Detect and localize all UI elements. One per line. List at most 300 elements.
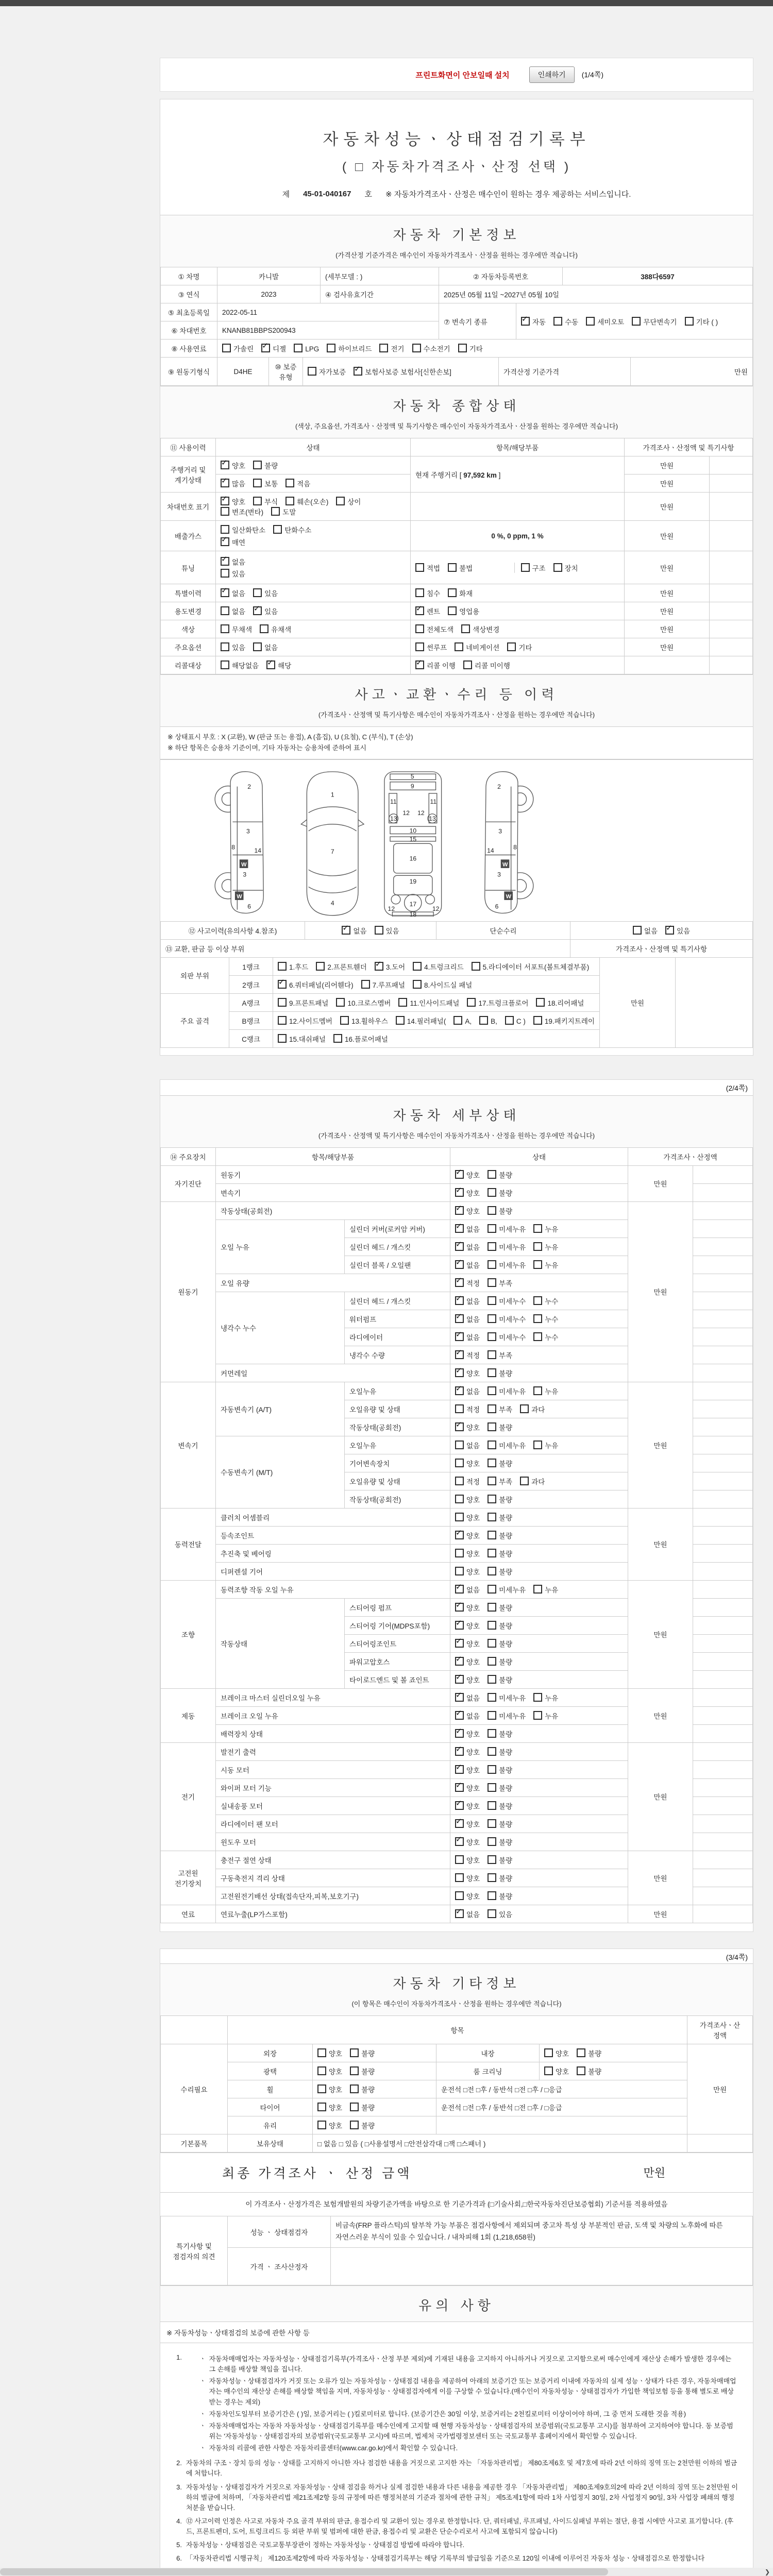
check-option (455, 1909, 480, 1919)
checkbox-label: 양호 (329, 2104, 343, 2112)
tuning-state (216, 551, 411, 584)
checkbox-누유[interactable] (533, 1224, 542, 1233)
horizontal-scrollbar[interactable] (0, 2568, 773, 2576)
checkbox-썬루프[interactable] (415, 642, 424, 651)
checkbox-양호[interactable] (455, 1549, 464, 1557)
checkbox-불량[interactable] (350, 2103, 359, 2111)
checkbox-불량[interactable] (577, 2066, 585, 2075)
checkbox-불량[interactable] (488, 1603, 496, 1612)
checkbox-적정[interactable] (455, 1350, 464, 1359)
rank-price-unit: 만원 (600, 957, 676, 1047)
checkbox-훼손(오손)[interactable] (285, 497, 294, 505)
check-option (261, 343, 286, 353)
checkbox-양호[interactable] (455, 1783, 464, 1792)
tuning-label: 튜닝 (161, 551, 216, 584)
item-label: 등속조인트 (216, 1526, 450, 1544)
checkbox-양호[interactable] (544, 2066, 553, 2075)
checkbox-없음[interactable] (455, 1296, 464, 1305)
checkbox-3.도어[interactable] (375, 962, 383, 971)
checkbox-label: 디젤 (273, 345, 287, 353)
checkbox-자가보증[interactable] (308, 367, 316, 376)
checkbox-양호[interactable] (455, 1837, 464, 1846)
glass-label: 유리 (228, 2116, 313, 2134)
checkbox-불량[interactable] (488, 1837, 496, 1846)
checkbox-리콜 미이행[interactable] (463, 660, 472, 669)
checkbox-9.프론트패널[interactable] (278, 998, 287, 1007)
room-cleaning-label: 룸 크리닝 (436, 2062, 540, 2080)
checkbox-부족[interactable] (488, 1404, 496, 1413)
checkbox-label: 렌트 (427, 608, 441, 616)
checkbox-누유[interactable] (533, 1693, 542, 1702)
checkbox-적정[interactable] (455, 1404, 464, 1413)
svg-text:7: 7 (330, 848, 334, 855)
checkbox-해당없음[interactable] (221, 660, 229, 669)
checkbox-label: 있음 (499, 1910, 513, 1919)
checkbox-없음[interactable] (455, 1909, 464, 1918)
checkbox-누유[interactable] (533, 1440, 542, 1449)
checkbox-불량[interactable] (488, 1747, 496, 1756)
checkbox-불량[interactable] (350, 2048, 359, 2057)
checkbox-LPG[interactable] (294, 344, 303, 352)
checkbox-누유[interactable] (533, 1260, 542, 1269)
checkbox-미세누유[interactable] (488, 1224, 496, 1233)
checkbox-불량[interactable] (488, 1170, 496, 1179)
check-option (415, 563, 440, 573)
checkbox-양호[interactable] (455, 1621, 464, 1630)
checkbox-많음[interactable] (221, 479, 229, 487)
checkbox-적법[interactable] (415, 563, 424, 572)
state-options (450, 1472, 628, 1490)
checkbox-부족[interactable] (488, 1278, 496, 1287)
checkbox-불량[interactable] (488, 1567, 496, 1575)
emission-state-row2 (221, 537, 406, 547)
checkbox-15.대쉬패널[interactable] (278, 1034, 287, 1043)
checkbox-누수[interactable] (533, 1314, 542, 1323)
state-options (450, 1652, 628, 1670)
checkbox-부족[interactable] (488, 1477, 496, 1485)
checkbox-A,[interactable] (453, 1016, 462, 1025)
checkbox-불량[interactable] (488, 1495, 496, 1503)
checkbox-누유[interactable] (533, 1386, 542, 1395)
check-option (375, 961, 405, 972)
checkbox-화재[interactable] (448, 588, 457, 597)
checkbox-label: 양호 (466, 1820, 480, 1828)
check-option (455, 1350, 480, 1360)
state-options (450, 1454, 628, 1472)
checkbox-유채색[interactable] (260, 624, 268, 633)
checkbox-양호[interactable] (455, 1657, 464, 1666)
checkbox-양호[interactable] (455, 1422, 464, 1431)
item-label: 오일누유 (345, 1382, 450, 1400)
checkbox-label: 불량 (499, 1207, 513, 1215)
caution-body (186, 2553, 740, 2564)
checkbox-없음[interactable] (342, 926, 350, 935)
checkbox-누수[interactable] (533, 1296, 542, 1305)
checkbox-있음[interactable] (488, 1909, 496, 1918)
caution-bullet (199, 2421, 740, 2442)
checkbox-양호[interactable] (455, 1729, 464, 1738)
sub-group-label: 수동변속기 (M/T) (216, 1436, 345, 1508)
checkbox-일산화탄소[interactable] (221, 525, 229, 534)
checkbox-미세누수[interactable] (488, 1332, 496, 1341)
special-notes-label: 특기사항 및 점검자의 의견 (161, 2216, 228, 2285)
checkbox-미세누유[interactable] (488, 1386, 496, 1395)
checkbox-구조[interactable] (521, 563, 530, 572)
checkbox-불량[interactable] (488, 1513, 496, 1521)
state-options (450, 1869, 628, 1887)
sheet-2 (160, 1079, 753, 1932)
checkbox-양호[interactable] (544, 2048, 553, 2057)
checkbox-불량[interactable] (488, 1459, 496, 1467)
checkbox-적음[interactable] (285, 479, 294, 487)
price-unit: 만원 (625, 638, 710, 656)
svg-text:14: 14 (254, 846, 262, 854)
checkbox-불법[interactable] (448, 563, 457, 572)
checkbox-19.패키지트레이[interactable] (533, 1016, 542, 1025)
checkbox-불량[interactable] (488, 1621, 496, 1630)
checkbox-B,[interactable] (479, 1016, 488, 1025)
checkbox-불량[interactable] (488, 1675, 496, 1684)
checkbox-양호[interactable] (455, 1368, 464, 1377)
caution-number: 4. (176, 2517, 182, 2526)
checkbox-label: 리콜 이행 (427, 662, 456, 670)
repair-need-label: 수리필요 (161, 2044, 228, 2134)
scroll-right-arrow[interactable]: ❯ (764, 2568, 770, 2575)
checkbox-label: 없음 (466, 1387, 480, 1396)
checkbox-양호[interactable] (221, 497, 229, 505)
checkbox-불량[interactable] (488, 1657, 496, 1666)
checkbox-세미오토[interactable] (586, 317, 595, 326)
checkbox-색상변경[interactable] (461, 624, 470, 633)
checkbox-불량[interactable] (488, 1206, 496, 1215)
checkbox-장치[interactable] (553, 563, 562, 572)
checkbox-양호[interactable] (455, 1188, 464, 1197)
check-option (488, 1584, 526, 1595)
checkbox-양호[interactable] (455, 1747, 464, 1756)
bullet-text: 자동차매매업자는 자동차 자동차성능ㆍ상태점검기록부를 매수인에게 고지할 때 현행 자동차성능ㆍ상태점검자의 보증범위(국토교통부 고시)를 첨부하여 고지하여야 합니다. 동 보증범위는 '자동차성능ㆍ상태점검자의 보증범위'(국토교통부 고시)에 따르며, 법제처 국가법령정보센터 또는 국토교통부 홈페이지에서 확인할 수 있습니다. (209, 2421, 733, 2441)
checkbox-양호[interactable] (221, 461, 229, 469)
checkbox-양호[interactable] (455, 1801, 464, 1810)
check-option (488, 1296, 526, 1306)
checkbox-없음[interactable] (253, 642, 262, 651)
checkbox-미세누유[interactable] (488, 1242, 496, 1251)
check-option (455, 1206, 480, 1216)
checkbox-없음[interactable] (455, 1314, 464, 1323)
checkbox-없음[interactable] (455, 1332, 464, 1341)
checkbox-불량[interactable] (488, 1188, 496, 1197)
bullet-dot-icon: ㆍ (199, 2410, 206, 2418)
scrollbar-thumb[interactable] (0, 2568, 608, 2575)
checkbox-불량[interactable] (488, 1891, 496, 1900)
checkbox-1.후드[interactable] (278, 962, 287, 971)
checkbox-2.프론트휀더[interactable] (316, 962, 325, 971)
checkbox-7.루프패널[interactable] (361, 980, 370, 989)
checkbox-해당[interactable] (266, 660, 275, 669)
check-option (488, 1819, 512, 1829)
check-option (455, 1566, 480, 1577)
checkbox-가솔린[interactable] (222, 344, 231, 352)
check-option (488, 1386, 526, 1396)
section-accident (160, 674, 753, 727)
checkbox-없음[interactable] (455, 1693, 464, 1702)
checkbox-보험사보증 보험사[신한손보][interactable] (354, 367, 362, 376)
checkbox-8.사이드실 패널[interactable] (413, 980, 422, 989)
caution-item (169, 2553, 740, 2564)
check-option (488, 1728, 512, 1739)
checkbox-있음[interactable] (253, 606, 262, 615)
checkbox-무단변속기[interactable] (632, 317, 641, 326)
checkbox-양호[interactable] (455, 1873, 464, 1882)
price-blank (710, 493, 753, 521)
checkbox-있음[interactable] (221, 569, 229, 578)
checkbox-변조(변타)[interactable] (221, 507, 229, 516)
checkbox-label: 없음 (353, 927, 367, 935)
checkbox-양호[interactable] (455, 1170, 464, 1179)
checkbox-label: 10.크로스멤버 (347, 999, 391, 1007)
checkbox-12.사이드멤버[interactable] (278, 1016, 287, 1025)
checkbox-없음[interactable] (633, 926, 642, 935)
recall-state (216, 656, 411, 674)
detail-row (161, 1851, 753, 1869)
checkbox-없음[interactable] (455, 1224, 464, 1233)
checkbox-렌트[interactable] (415, 606, 424, 615)
checkbox-기타 ( )[interactable] (685, 317, 694, 326)
checkbox-기타[interactable] (507, 642, 516, 651)
check-option (488, 1783, 512, 1793)
checkbox-디젤[interactable] (261, 344, 270, 352)
checkbox-미세누수[interactable] (488, 1296, 496, 1305)
checkbox-양호[interactable] (317, 2084, 326, 2093)
checkbox-10.크로스멤버[interactable] (336, 998, 345, 1007)
checkbox-과다[interactable] (520, 1404, 529, 1413)
checkbox-있음[interactable] (221, 642, 229, 651)
checkbox-누수[interactable] (533, 1332, 542, 1341)
checkbox-없음[interactable] (455, 1711, 464, 1720)
state-options (450, 1760, 628, 1778)
checkbox-불량[interactable] (488, 1729, 496, 1738)
checkbox-미세누유[interactable] (488, 1693, 496, 1702)
checkbox-label: 양호 (329, 2049, 343, 2058)
check-option (317, 2084, 342, 2094)
checkbox-불량[interactable] (488, 1873, 496, 1882)
check-option (685, 316, 718, 327)
checkbox-없음[interactable] (221, 557, 229, 566)
checkbox-양호[interactable] (455, 1495, 464, 1503)
check-option (488, 1512, 512, 1522)
price-blank (693, 1508, 753, 1526)
checkbox-양호[interactable] (317, 2103, 326, 2111)
checkbox-C )[interactable] (505, 1016, 514, 1025)
item-label: 추진축 및 베어링 (216, 1544, 450, 1562)
price-blank (693, 1652, 753, 1670)
check-option (285, 478, 310, 488)
checkbox-불량[interactable] (488, 1549, 496, 1557)
checkbox-불량[interactable] (488, 1783, 496, 1792)
checkbox-불량[interactable] (488, 1801, 496, 1810)
checkbox-불량[interactable] (350, 2066, 359, 2075)
device-group-label: 전기 (161, 1742, 216, 1851)
sheet-1 (160, 99, 753, 1056)
checkbox-6.쿼터패널(리어휀다)[interactable] (278, 980, 287, 989)
checkbox-상이[interactable] (336, 497, 345, 505)
checkbox-없음[interactable] (455, 1440, 464, 1449)
checkbox-전체도색[interactable] (415, 624, 424, 633)
checkbox-누유[interactable] (533, 1585, 542, 1594)
checkbox-불량[interactable] (488, 1819, 496, 1828)
checkbox-없음[interactable] (221, 588, 229, 597)
checkbox-있음[interactable] (665, 926, 674, 935)
checkbox-없음[interactable] (455, 1260, 464, 1269)
check-option (455, 1458, 480, 1468)
price-blank (693, 1346, 753, 1364)
car-damage-diagram (160, 759, 753, 922)
checkbox-없음[interactable] (221, 606, 229, 615)
checkbox-양호[interactable] (317, 2121, 326, 2129)
checkbox-5.라디에이터 서포트(볼트체결부품)[interactable] (472, 962, 480, 971)
checkbox-리콜 이행[interactable] (415, 660, 424, 669)
checkbox-미세누유[interactable] (488, 1440, 496, 1449)
checkbox-도말[interactable] (271, 507, 280, 516)
price-blank (693, 1580, 753, 1598)
svg-text:16: 16 (409, 855, 417, 862)
price-blank (693, 1742, 753, 1760)
checkbox-label: 장치 (564, 564, 578, 572)
checkbox-불량[interactable] (350, 2084, 359, 2093)
checkbox-양호[interactable] (455, 1206, 464, 1215)
checkbox-양호[interactable] (455, 1819, 464, 1828)
bullet-text: 자동차인도일부터 보증기간은 ( )일, 보증거리는 ( )킬로미터로 합니다. (보증기간은 30일 이상, 보증거리는 2천킬로미터 이상이어야 하며, 그 중 먼저 도래한 것을 적용) (209, 2410, 686, 2418)
checkbox-18.리어패널[interactable] (536, 998, 545, 1007)
checkbox-전기[interactable] (379, 344, 388, 352)
checkbox-label: 불량 (588, 2049, 602, 2058)
checkbox-양호[interactable] (455, 1531, 464, 1539)
price-blank (693, 1238, 753, 1256)
checkbox-불량[interactable] (253, 461, 262, 469)
checkbox-14.필러패널([interactable] (396, 1016, 405, 1025)
checkbox-양호[interactable] (455, 1675, 464, 1684)
checkbox-누유[interactable] (533, 1242, 542, 1251)
checkbox-적정[interactable] (455, 1477, 464, 1485)
checkbox-양호[interactable] (317, 2066, 326, 2075)
print-button[interactable]: 인쇄하기 (529, 66, 575, 83)
checkbox-불량[interactable] (488, 1639, 496, 1648)
check-option (455, 1710, 480, 1721)
checkbox-양호[interactable] (455, 1855, 464, 1864)
checkbox-17.트렁크플로어[interactable] (467, 998, 476, 1007)
checkbox-불량[interactable] (350, 2121, 359, 2129)
checkbox-불량[interactable] (577, 2048, 585, 2057)
check-option (488, 1332, 526, 1342)
checkbox-미세누유[interactable] (488, 1711, 496, 1720)
checkbox-양호[interactable] (455, 1765, 464, 1774)
checkbox-양호[interactable] (455, 1603, 464, 1612)
checkbox-무채색[interactable] (221, 624, 229, 633)
check-option (553, 563, 578, 573)
checkbox-16.플로어패널[interactable] (333, 1034, 342, 1043)
checkbox-자동[interactable] (521, 317, 530, 326)
checkbox-13.휠하우스[interactable] (340, 1016, 349, 1025)
check-option (271, 506, 296, 517)
check-option (413, 961, 463, 972)
checkbox-불량[interactable] (488, 1855, 496, 1864)
rank2-items (273, 975, 600, 993)
checkbox-없음[interactable] (455, 1386, 464, 1395)
special-history-item (411, 584, 625, 602)
checkbox-하이브리드[interactable] (327, 344, 335, 352)
checkbox-보통[interactable] (253, 479, 262, 487)
caution-number: 1. (176, 2353, 182, 2362)
price-blank (693, 1598, 753, 1616)
checkbox-있음[interactable] (375, 926, 383, 935)
checkbox-불량[interactable] (488, 1765, 496, 1774)
caution-item (169, 2540, 740, 2550)
checkbox-양호[interactable] (455, 1639, 464, 1648)
price-unit: 만원 (625, 620, 710, 638)
comp-header-use: ⑪ 사용이력 (161, 438, 216, 456)
checkbox-수동[interactable] (553, 317, 562, 326)
checkbox-양호[interactable] (455, 1459, 464, 1467)
checkbox-탄화수소[interactable] (273, 525, 282, 534)
check-option (350, 2048, 375, 2058)
checkbox-양호[interactable] (455, 1513, 464, 1521)
check-option (488, 1909, 512, 1919)
vinmark-state (216, 493, 411, 521)
checkbox-label: 가솔린 (233, 345, 254, 353)
checkbox-label: 없음 (466, 1297, 480, 1306)
checkbox-누유[interactable] (533, 1711, 542, 1720)
checkbox-불량[interactable] (488, 1531, 496, 1539)
checkbox-적정[interactable] (455, 1278, 464, 1287)
checkbox-양호[interactable] (317, 2048, 326, 2057)
checkbox-있음[interactable] (253, 588, 262, 597)
checkbox-부식[interactable] (253, 497, 262, 505)
checkbox-양호[interactable] (455, 1891, 464, 1900)
price-blank (693, 1364, 753, 1382)
caution-text: 「자동차관리법 시행규칙」 제120조제2항에 따라 자동차성능ㆍ상태점검기록부는 해당 기록부의 발급일을 기준으로 120일 이내에 이루어진 자동차 성능ㆍ상태점검으로 한정합니다 (186, 2554, 705, 2563)
checkbox-네비게이션[interactable] (455, 642, 463, 651)
checkbox-과다[interactable] (520, 1477, 529, 1485)
checkbox-기타[interactable] (458, 344, 467, 352)
svg-text:1: 1 (330, 791, 334, 799)
check-option (488, 1350, 512, 1360)
svg-text:14: 14 (487, 846, 494, 854)
checkbox-침수[interactable] (415, 588, 424, 597)
checkbox-영업용[interactable] (448, 606, 457, 615)
checkbox-label: 자가보증 (319, 368, 346, 376)
checkbox-부족[interactable] (488, 1350, 496, 1359)
checkbox-매연[interactable] (221, 537, 229, 546)
checkbox-미세누유[interactable] (488, 1585, 496, 1594)
caution-text: 자동차의 구조ㆍ장치 등의 성능ㆍ상태를 고지하지 아니한 자나 점검한 내용을 거짓으로 고지한 자는 「자동차관리법」 제80조제6호 및 제7호에 따라 2년 이하의 징역 또는 2천만원 이하의 벌금에 처합니다. (186, 2459, 737, 2478)
state-options (450, 1544, 628, 1562)
checkbox-4.트렁크리드[interactable] (413, 962, 422, 971)
checkbox-label: 전기 (391, 345, 405, 353)
detail-row (161, 1382, 753, 1400)
checkbox-없음[interactable] (455, 1242, 464, 1251)
checkbox-양호[interactable] (455, 1567, 464, 1575)
checkbox-불량[interactable] (488, 1368, 496, 1377)
checkbox-미세누유[interactable] (488, 1260, 496, 1269)
checkbox-불량[interactable] (488, 1422, 496, 1431)
checkbox-수소전기[interactable] (412, 344, 421, 352)
checkbox-미세누수[interactable] (488, 1314, 496, 1323)
svg-text:13: 13 (429, 815, 436, 822)
check-option (533, 1015, 595, 1026)
checkbox-없음[interactable] (455, 1585, 464, 1594)
state-options (450, 1580, 628, 1598)
checkbox-11.인사이드패널[interactable] (398, 998, 407, 1007)
bullet-dot-icon: ㆍ (199, 2355, 206, 2363)
